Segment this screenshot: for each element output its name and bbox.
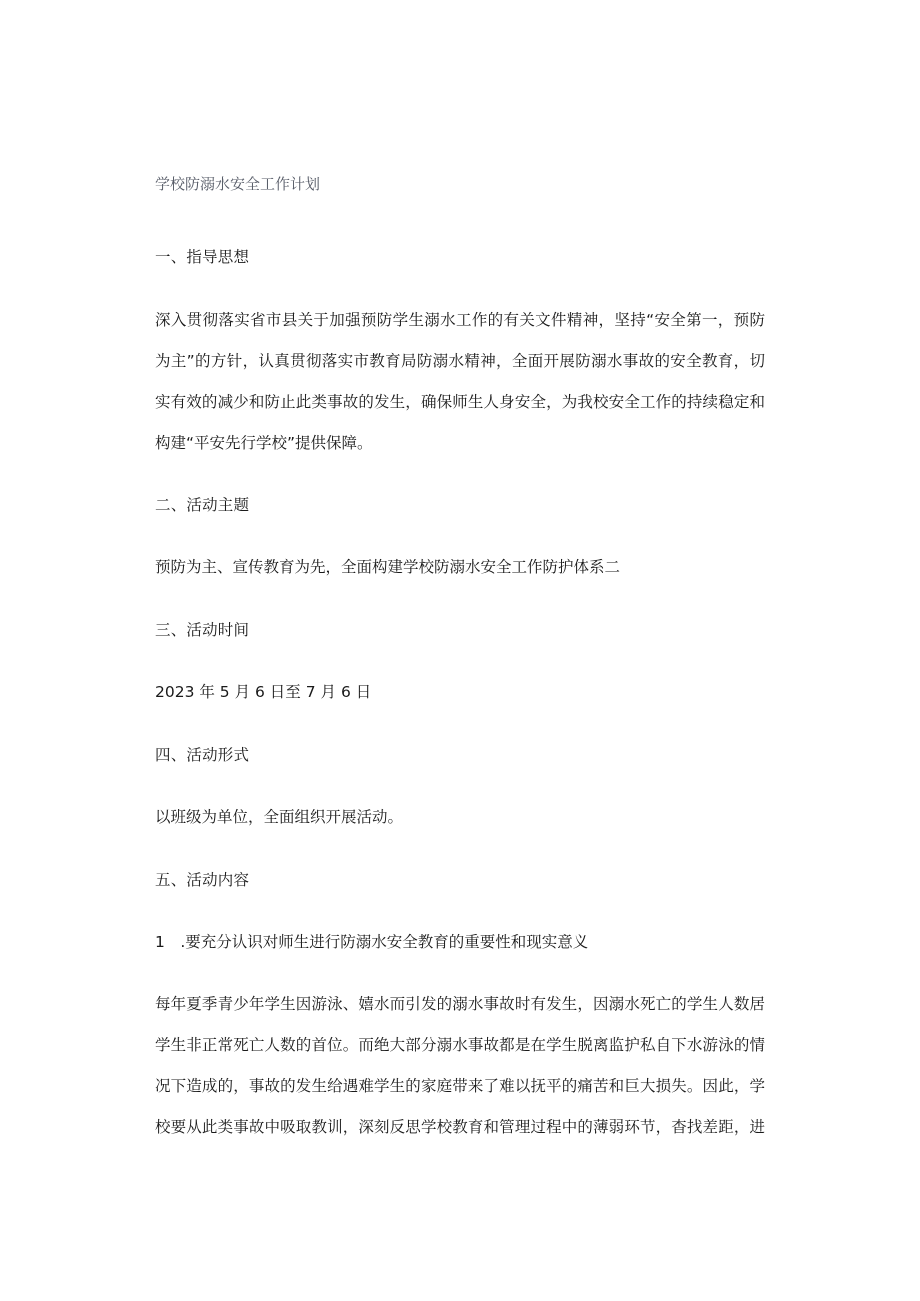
paragraph-line: 校要从此类事故中吸取教训，深刻反思学校教育和管理过程中的薄弱环节，杳找差距，进: [155, 1118, 765, 1136]
paragraph-line: 况下造成的，事故的发生给遇难学生的家庭带来了难以抚平的痛苦和巨大损失。因此，学: [155, 1077, 765, 1095]
paragraph-line: 为主”的方针，认真贯彻落实市教育局防溺水精神，全面开展防溺水事故的安全教育，切: [155, 352, 765, 370]
theme-text: 预防为主、宣传教育为先，全面构建学校防溺水安全工作防护体系二: [155, 558, 621, 576]
content-item-title: 1 .要充分认识对师生进行防溺水安全教育的重要性和现实意义: [155, 933, 589, 951]
paragraph-line: 学生非正常死亡人数的首位。而绝大部分溺水事故都是在学生脱离监护私自下水游泳的情: [155, 1036, 765, 1054]
paragraph-line: 实有效的减少和防止此类事故的发生，确保师生人身安全，为我校安全工作的持续稳定和: [155, 393, 765, 411]
paragraph-line: 每年夏季青少年学生因游泳、嬉水而引发的溺水事故时有发生，因溺水死亡的学生人数居: [155, 995, 765, 1013]
section-heading-time: 三、活动时间: [155, 621, 250, 639]
time-text: 2023 年 5 月 6 日至 7 月 6 日: [155, 683, 372, 701]
paragraph-line: 构建“平安先行学校”提供保障。: [155, 434, 373, 452]
section-heading-content: 五、活动内容: [155, 871, 250, 889]
section-heading-guiding-thought: 一、指导思想: [155, 248, 250, 266]
document-title: 学校防溺水安全工作计划: [155, 175, 321, 193]
section-heading-theme: 二、活动主题: [155, 496, 250, 514]
section-heading-form: 四、活动形式: [155, 746, 250, 764]
paragraph-line: 深入贯彻落实省市县关于加强预防学生溺水工作的有关文件精神，坚持“安全第一，预防: [155, 311, 765, 329]
form-text: 以班级为单位，全面组织开展活动。: [155, 808, 404, 826]
